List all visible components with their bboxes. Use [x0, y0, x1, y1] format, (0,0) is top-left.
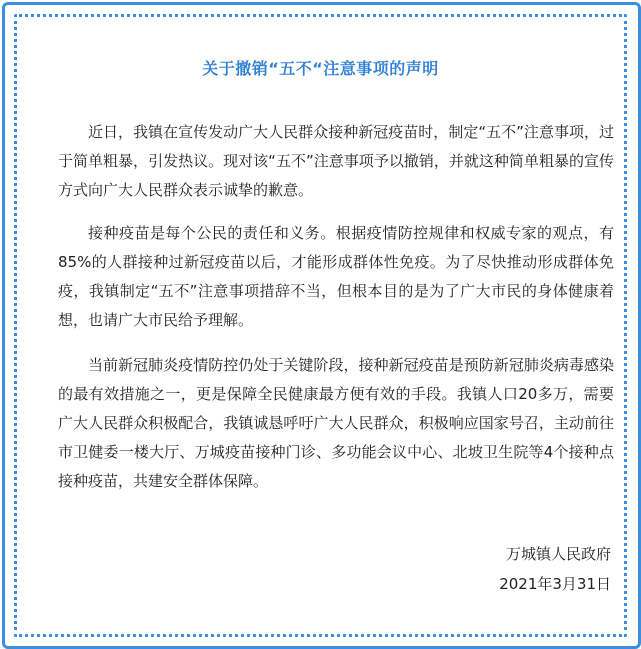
paragraph-apology: 近日，我镇在宣传发动广大人民群众接种新冠疫苗时，制定“五不”注意事项，过于简单粗暴，引发热议。现对该“五不”注意事项予以撤销，并就这种简单粗暴的宣传方式向广大人民群众表示诚挚的歉意。	[58, 123, 614, 199]
signature-organization: 万城镇人民政府	[505, 545, 611, 563]
paragraph-vaccination-duty: 接种疫苗是每个公民的责任和义务。根据疫情防控规律和权威专家的观点，有85%的人群接种过新冠疫苗以后，才能形成群体性免疫。为了尽快推动形成群体免疫，我镇制定“五不”注意事项措辞不当，但根本目的是为了广大市民的身体健康着想，也请广大市民给予理解。	[58, 224, 614, 329]
paragraph-call-to-action: 当前新冠肺炎疫情防控仍处于关键阶段，接种新冠疫苗是预防新冠肺炎病毒感染的最有效措施之一，更是保障全民健康最方便有效的手段。我镇人口20多万，需要广大人民群众积极配合，我镇诚恳呼吁广大人民群众，积极响应国家号召，主动前往市卫健委一楼大厅、万城疫苗接种门诊、多功能会议中心、北坡卫生院等4个接种点接种疫苗，共建安全群体保障。	[58, 356, 614, 490]
signature-date: 2021年3月31日	[499, 575, 611, 593]
notice-title: 关于撤销“五不“注意事项的声明	[202, 59, 439, 78]
